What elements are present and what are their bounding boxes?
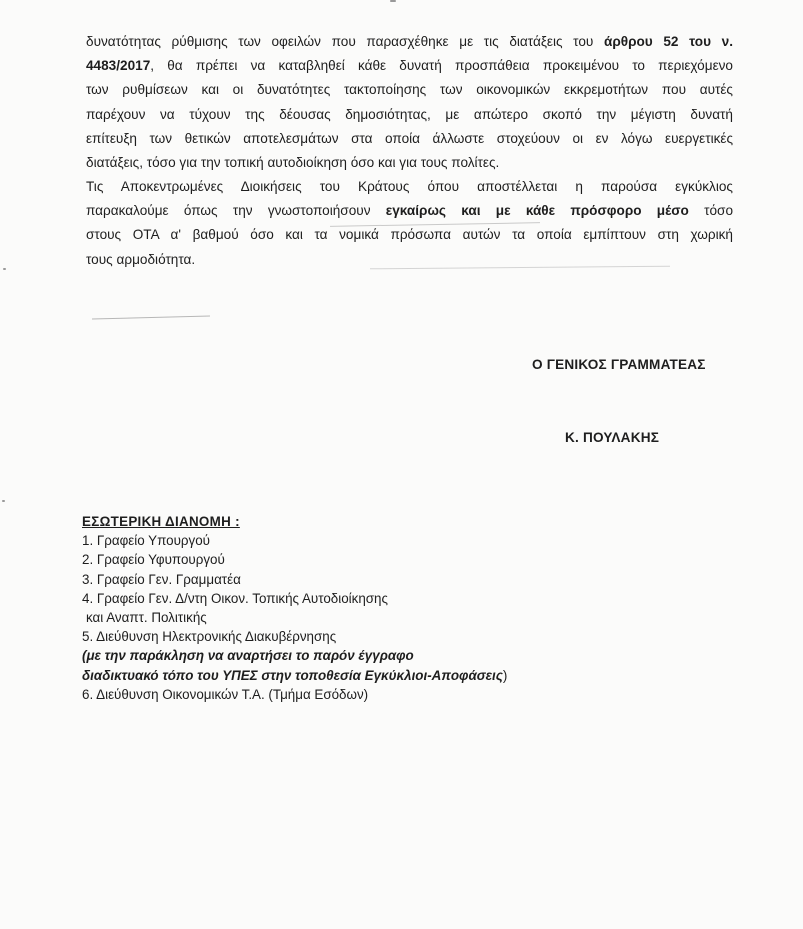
- p1-line-1: [86, 30, 733, 54]
- p2-line-3: στους ΟΤΑ α' βαθμού όσο και τα νομικά πρόσωπα αυτών τα οποία εμπίπτουν στη χωρική: [86, 227, 733, 243]
- law-number-reference: 4483/2017: [86, 58, 151, 74]
- p2-line-2-text-a: παρακαλούμε όπως την γνωστοποιήσουν: [86, 203, 386, 219]
- p1-line-3: των ρυθμίσεων και οι δυνατότητες τακτοποίησης των οικονομικών εκκρεμοτήτων που αυτές: [86, 82, 733, 98]
- p1-line-4: παρέχουν να τύχουν της δέουσας δημοσιότητας, με απώτερο σκοπό την μέγιστη δυνατή: [86, 106, 733, 122]
- distribution-item: 6. Διεύθυνση Οικονομικών Τ.Α. (Τμήμα Εσόδων): [82, 686, 369, 702]
- distribution-note-close: ): [502, 667, 508, 683]
- p2-emphasis: εγκαίρως και με κάθε πρόσφορο μέσο: [385, 203, 689, 219]
- distribution-title: ΕΣΩΤΕΡΙΚΗ ΔΙΑΝΟΜΗ :: [82, 514, 240, 529]
- p1-line-1-text: δυνατότητας ρύθμισης των οφειλών που παρασχέθηκε με τις διατάξεις του: [86, 34, 604, 49]
- distribution-item: 1. Γραφείο Υπουργού: [82, 533, 211, 549]
- scan-speck: [2, 500, 5, 502]
- p2-line-1: Τις Αποκεντρωμένες Διοικήσεις του Κράτους όπου αποστέλλεται η παρούσα εγκύκλιος: [86, 179, 733, 194]
- distribution-note-line: [82, 666, 642, 685]
- law-article-reference: άρθρου 52 του ν.: [603, 34, 733, 49]
- distribution-item: 4. Γραφείο Γεν. Δ/ντη Οικον. Τοπικής Αυτοδιοίκησης: [82, 590, 388, 606]
- distribution-item: 5. Διεύθυνση Ηλεκτρονικής Διακυβέρνησης: [82, 629, 337, 645]
- distribution-item: 2. Γραφείο Υφυπουργού: [82, 552, 225, 568]
- pen-stroke: [92, 315, 210, 319]
- p2-line-4: τους αρμοδιότητα.: [86, 251, 196, 267]
- signatory-title: Ο ΓΕΝΙΚΟΣ ΓΡΑΜΜΑΤΕΑΣ: [532, 357, 706, 372]
- p1-line-2-text: , θα πρέπει να καταβληθεί κάθε δυνατή προσπάθεια προκειμένου το περιεχόμενο: [150, 58, 733, 74]
- body-paragraph-2: [86, 175, 733, 272]
- p1-line-5: επίτευξη των θετικών αποτελεσμάτων στα οποία άλλωστε στοχεύουν οι εν λόγω ευεργετικές: [86, 130, 733, 146]
- p1-line-6: διατάξεις, τόσο για την τοπική αυτοδιοίκηση όσο και για τους πολίτες.: [86, 155, 500, 171]
- internal-distribution: [82, 512, 642, 704]
- distribution-item-continuation: και Αναπτ. Πολιτικής: [86, 610, 207, 626]
- scan-speck: [390, 0, 396, 2]
- distribution-note: (με την παράκληση να αναρτήσει το παρόν έγγραφο: [82, 648, 414, 664]
- p2-line-2: [86, 199, 733, 223]
- distribution-note-text: διαδικτυακό τόπο του ΥΠΕΣ στην τοποθεσία Εγκύκλιοι-Αποφάσεις: [82, 667, 503, 683]
- signatory-name: Κ. ΠΟΥΛΑΚΗΣ: [565, 430, 660, 445]
- p1-line-2: [86, 54, 733, 78]
- p2-line-2-text-c: τόσο: [688, 203, 734, 219]
- scan-speck: [3, 268, 6, 270]
- body-paragraph-1: [86, 30, 733, 175]
- distribution-item: 3. Γραφείο Γεν. Γραμματέα: [82, 571, 241, 587]
